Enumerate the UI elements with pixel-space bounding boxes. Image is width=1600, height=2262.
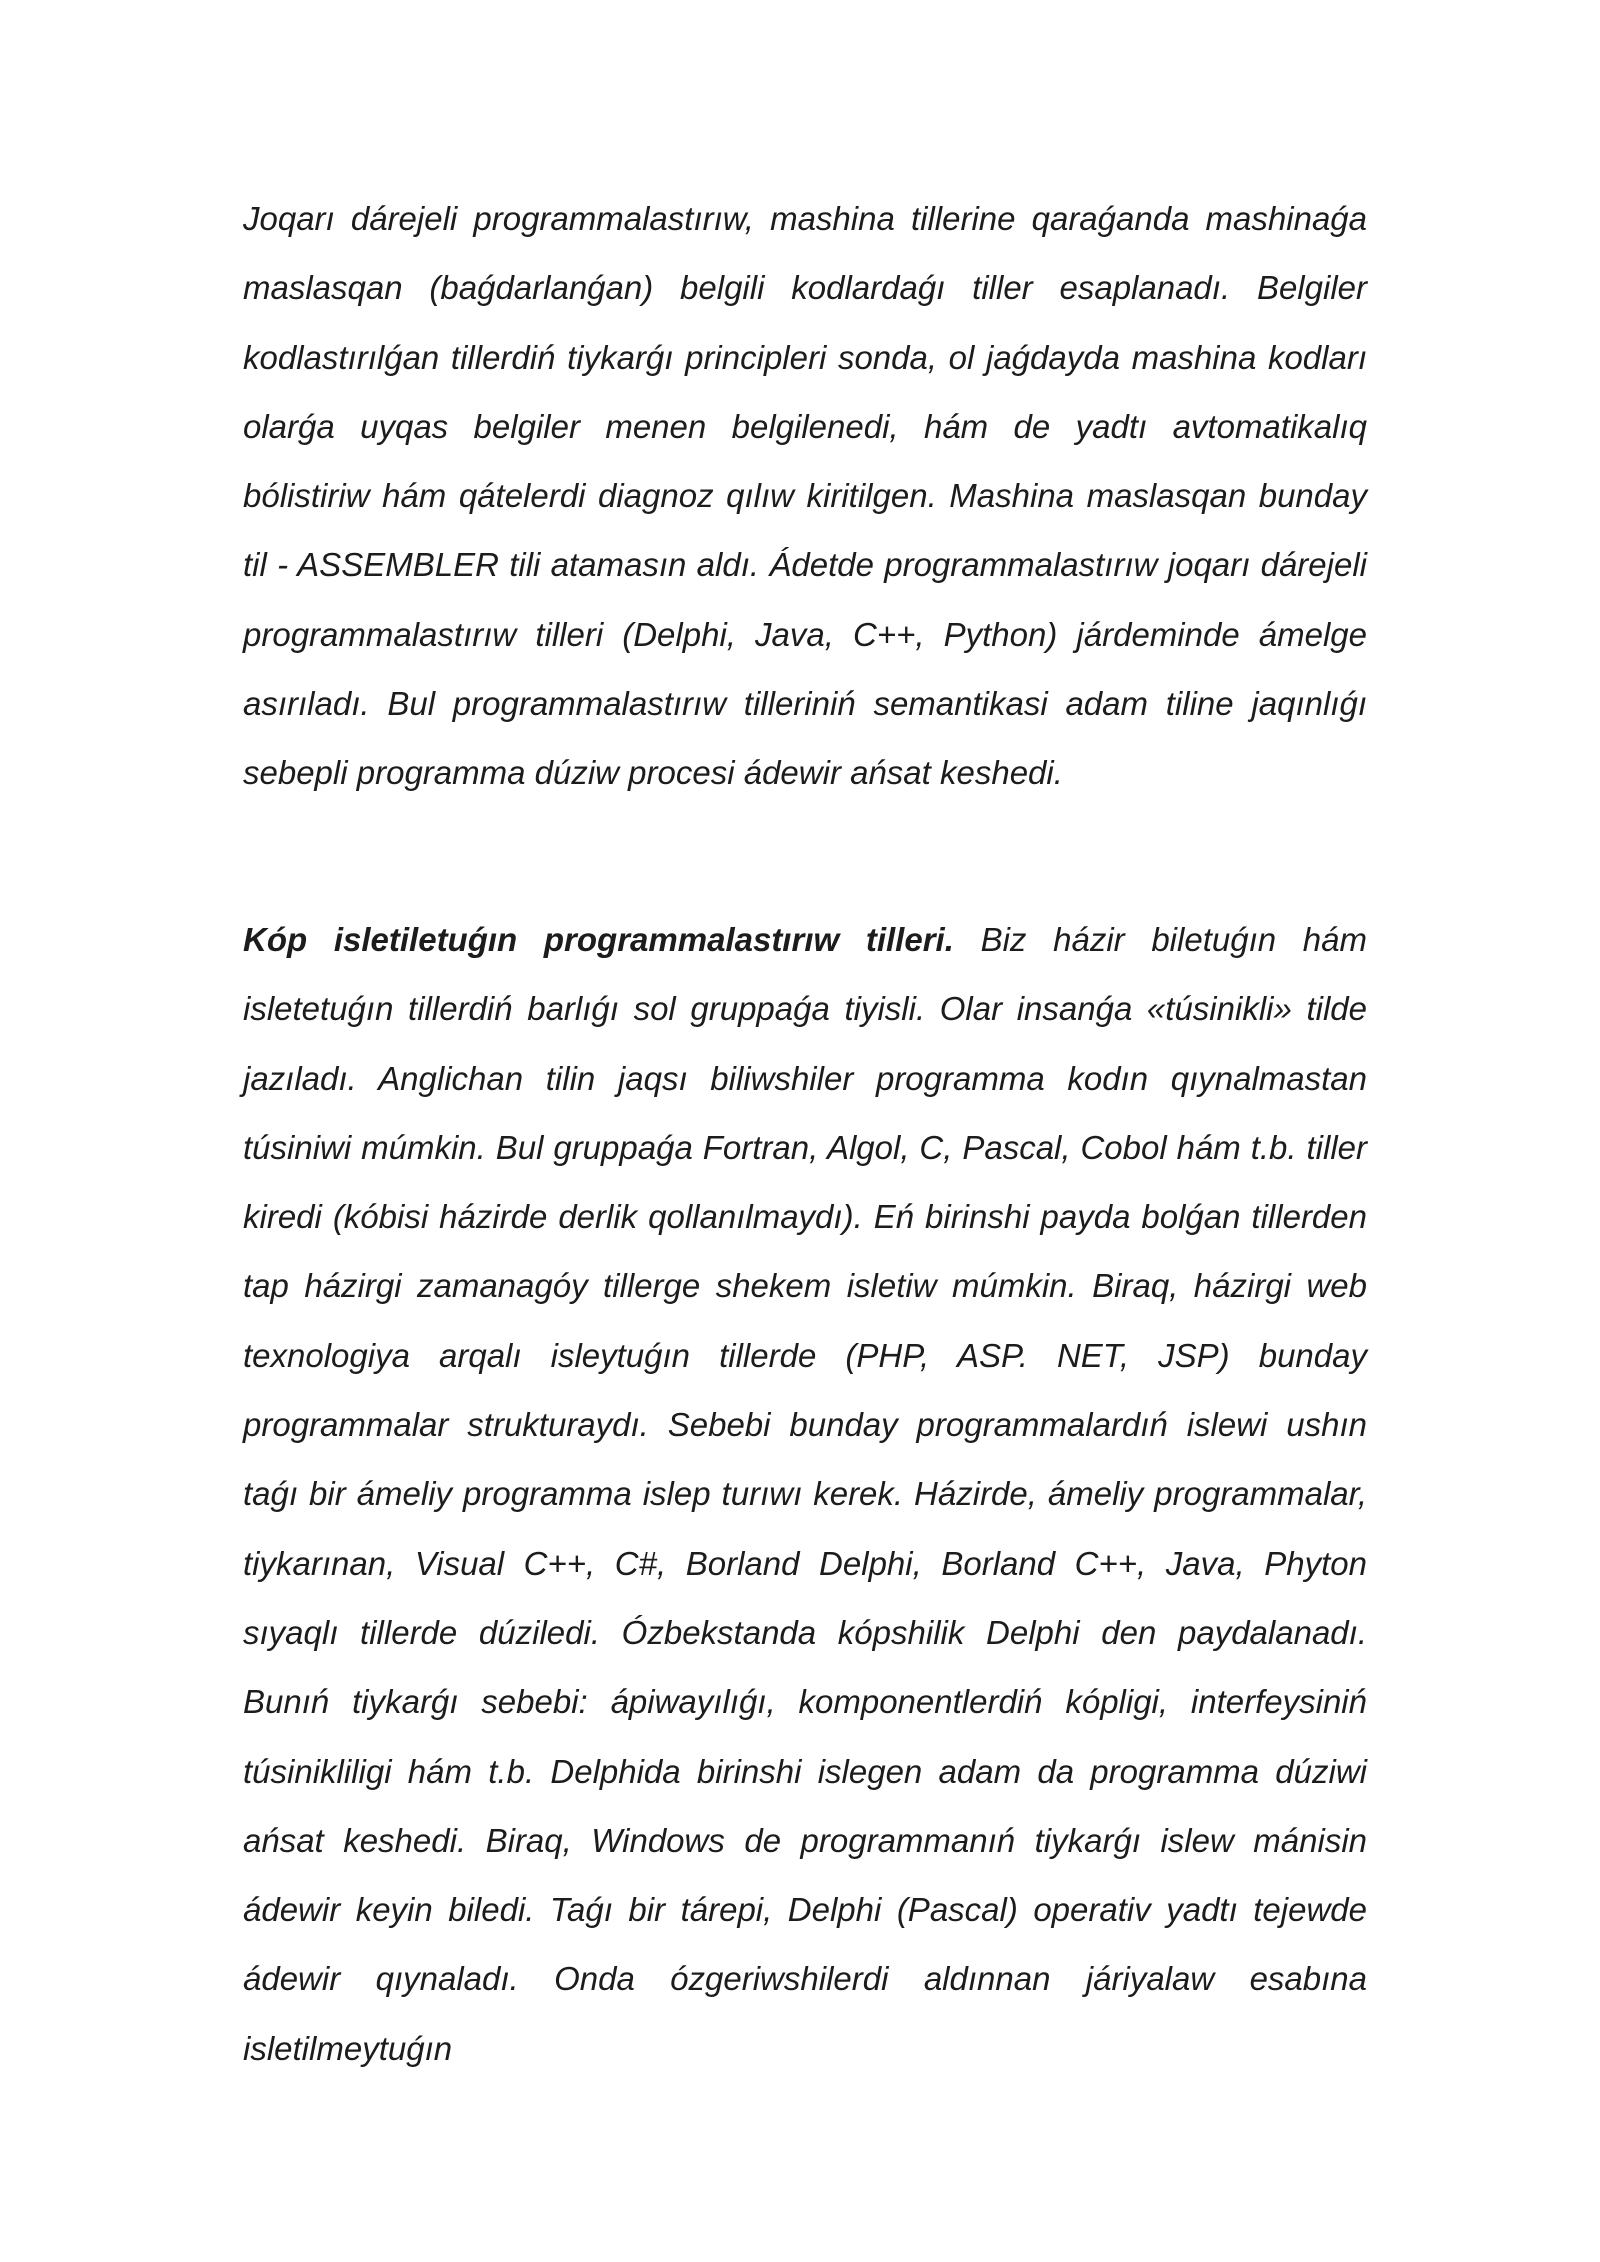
paragraph-common-languages: [243, 905, 1367, 2083]
paragraph-body: Biz házir biletuǵın hám isletetuǵın tillerdiń barlıǵı sol gruppaǵa tiyisli. Olar insanǵa «túsinikli» tilde jazıladı. Anglichan tilin jaqsı biliwshiler programma kodın qıynalmastan túsiniwi múmkin. Bul gruppaǵa Fortran, Algol, C, Pascal, Cobol hám t.b. tiller kiredi (kóbisi házirde derlik qollanılmaydı). Eń birinshi payda bolǵan tillerden tap házirgi zamanagóy tillerge shekem isletiw múmkin. Biraq, házirgi web texnologiya arqalı isleytuǵın tillerde (PHP, ASP. NET, JSP) bunday programmalar strukturaydı. Sebebi bunday programmalardıń islewi ushın taǵı bir ámeliy programma islep turıwı kerek. Házirde, ámeliy programmalar, tiykarınan, Visual C++, C#, Borland Delphi, Borland C++, Java, Phyton sıyaqlı tillerde dúziledi. Ózbekstanda kópshilik Delphi den paydalanadı. Bunıń tiykarǵı sebebi: ápiwayılıǵı, komponentlerdiń kópligi, interfeysiniń túsinikliligi hám t.b. Delphida birinshi islegen adam da programma dúziwi ańsat keshedi. Biraq, Windows de programmanıń tiykarǵı islew mánisin ádewir keyin biledi. Taǵı bir tárepi, Delphi (Pascal) operativ yadtı tejewde ádewir qıynaladı. Onda ózgeriwshilerdi aldınnan járiyalaw esabına isletilmeytuǵın: [243, 921, 1367, 2067]
paragraph-high-level-languages: Joqarı dárejeli programmalastırıw, mashina tillerine qaraǵanda mashinaǵa maslasqan (baǵdarlanǵan) belgili kodlardaǵı tiller esaplanadı. Belgiler kodlastırılǵan tillerdiń tiykarǵı principleri sonda, ol jaǵdayda mashina kodları olarǵa uyqas belgiler menen belgilenedi, hám de yadtı avtomatikalıq bólistiriw hám qátelerdi diagnoz qılıw kiritilgen. Mashina maslasqan bunday til - ASSEMBLER tili atamasın aldı. Ádetde programmalastırıw joqarı dárejeli programmalastırıw tilleri (Delphi, Java, C++, Python) járdeminde ámelge asırıladı. Bul programmalastırıw tilleriniń semantikasi adam tiline jaqınlıǵı sebepli programma dúziw procesi ádewir ańsat keshedi.: [243, 200, 1367, 792]
paragraph-heading: Kóp isletiletuǵın programmalastırıw tilleri.: [243, 921, 954, 958]
